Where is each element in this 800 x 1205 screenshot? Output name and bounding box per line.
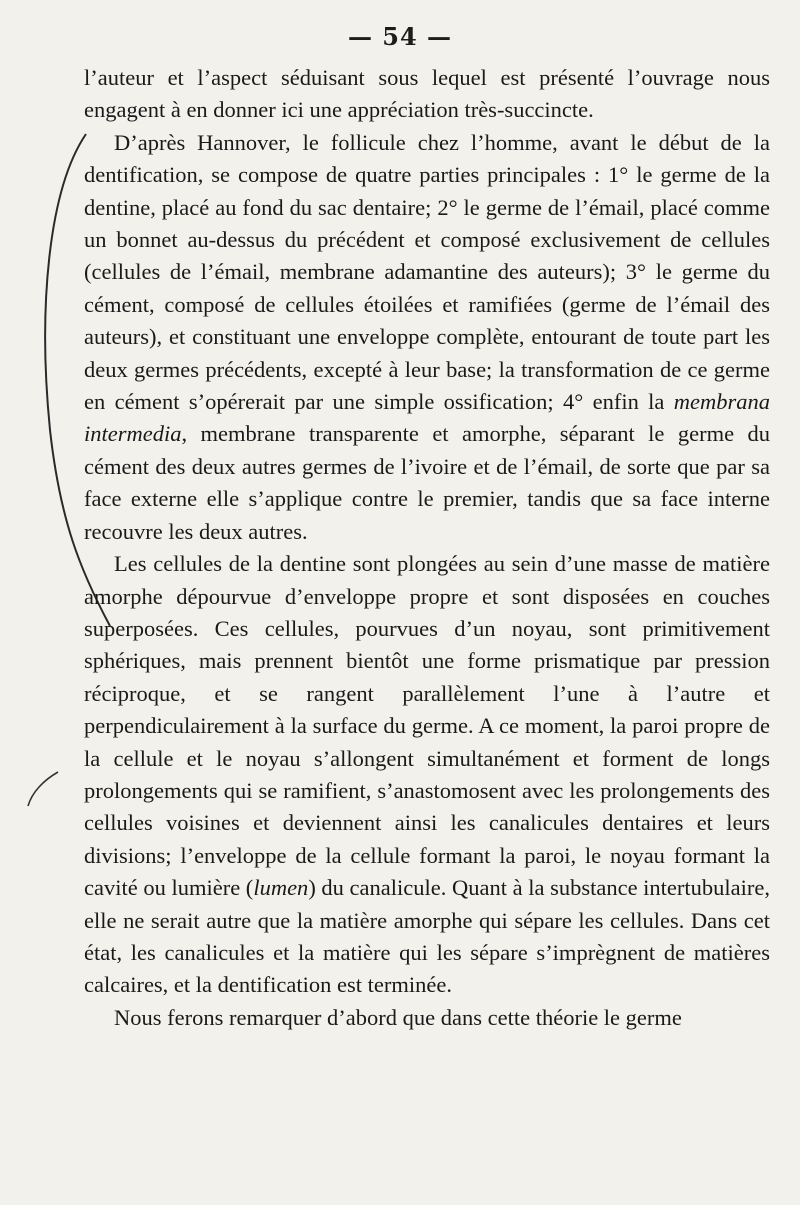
paragraph-1 <box>84 62 770 127</box>
paragraph-3-after: ) du canalicule. Quant à la substance intertubulaire, elle ne serait autre que la matière amorphe qui sépare les cellules. Dans cet état, les canalicules et la matière qui les sépare s’imprègnent de matières calcaires, et la dentification est terminée. <box>84 875 771 998</box>
paragraph-1-text: l’auteur et l’aspect séduisant sous lequel est présenté l’ouvrage nous engagent à en donner ici une appréciation très-succincte. <box>84 65 770 123</box>
margin-check-mark <box>24 770 64 810</box>
paragraph-3-text: Les cellules de la dentine sont plongées au sein d’une masse de matière amorphe dépourvue d’enveloppe propre et sont disposées en couches superposées. Ces cellules, pourvues d’un noyau, sont primitivement sphériques, mais prennent bientôt une forme prismatique par pression réciproque, et se rangent parallèlement l’une à l’autre et perpendiculairement à la surface du germe. A ce moment, la paroi propre de la cellule et le noyau s’allongent simultanément et forment de longs prolongements qui se ramifient, s’anastomosent avec les prolongements des cellules voisines et deviennent ainsi les canalicules dentaires et leurs divisions; l’enveloppe de la cellule formant la paroi, le noyau formant la cavité ou lumière ( <box>84 551 770 901</box>
paragraph-4-text: Nous ferons remarquer d’abord que dans cette théorie le germe <box>114 1004 682 1030</box>
page-number: — 54 — <box>347 22 453 51</box>
body-text <box>84 62 770 1034</box>
paragraph-2 <box>84 127 770 548</box>
paragraph-3 <box>84 548 770 1002</box>
paragraph-2-text: D’après Hannover, le follicule chez l’homme, avant le début de la dentification, se compose de quatre parties principales : 1° le germe de la dentine, placé au fond du sac dentaire; 2° le germe de l’émail, placé comme un bonnet au-dessus du précédent et composé exclusivement de cellules (cellules de l’émail, membrane adamantine des auteurs); 3° le germe du cément, composé de cellules étoilées et ramifiées (germe de l’émail des auteurs), et constituant une enveloppe complète, entourant de toute part les deux germes précédents, excepté à leur base; la transformation de ce germe en cément s’opérerait par une simple ossification; 4° enfin la <box>84 129 770 415</box>
paragraph-4 <box>84 1002 770 1034</box>
paragraph-3-italic: lumen <box>253 875 309 901</box>
paragraph-2-after: , membrane transparente et amorphe, séparant le germe du cément des deux autres germes de l’ivoire et de l’émail, de sorte que par sa face externe elle s’applique contre le premier, tandis que sa face interne recouvre les deux autres. <box>84 421 770 544</box>
paragraph-2-italic: membrana intermedia <box>84 389 770 447</box>
